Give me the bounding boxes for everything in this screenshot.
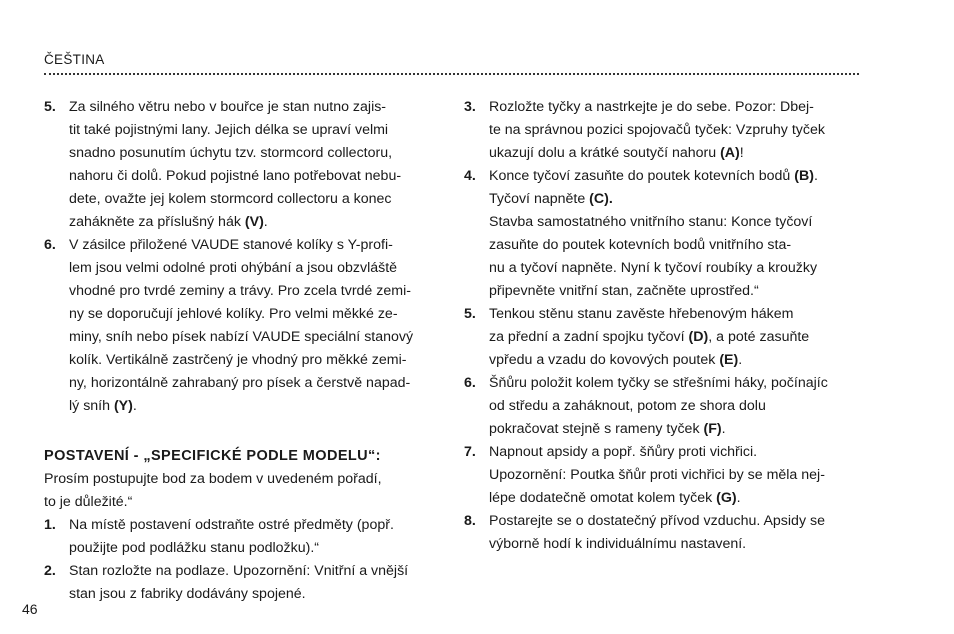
list-item [44,514,444,560]
item-number: 5. [464,306,476,322]
figure-reference: (E) [719,352,739,368]
item-number: 5. [44,99,56,115]
list-item [464,372,864,441]
item-text-line: kolík. Vertikálně zastrčený je vhodný pro měkké zemi- [69,352,407,368]
figure-reference: (C). [589,191,613,207]
intro-text-line: to je důležité.“ [44,494,133,510]
right-column [464,96,864,556]
figure-reference: (Y) [113,398,133,414]
item-text-line: Stan rozložte na podlaze. Upozornění: Vnitřní a vnější [69,563,409,579]
item-text-line: Tenkou stěnu stanu zavěste hřebenovým hákem [489,306,794,322]
item-text-line: Za silného větru nebo v bouřce je stan nutno zajis- [69,99,387,115]
list-item [464,165,864,303]
figure-reference: (V) [244,214,264,230]
figure-reference: (G) [716,490,737,506]
item-text-line: lépe dodatečně omotat kolem tyček (G). [489,490,741,506]
item-number: 4. [464,168,476,184]
item-text-line: od středu a zaháknout, potom ze shora dolu [489,398,766,414]
figure-reference: (F) [703,421,722,437]
list-item [464,510,864,556]
page-number: 46 [22,601,38,617]
list-item [464,441,864,510]
item-text-line: stan jsou z fabriky dodávány spojené. [69,586,306,602]
item-text-line: výborně hodí k individuálnímu nastavení. [489,536,747,552]
item-text-line: Tyčoví napněte (C). [489,191,613,207]
list-item [464,303,864,372]
item-text-line: lem jsou velmi odolné proti ohýbání a jsou obzvláště [69,260,398,276]
language-label: ČEŠTINA [44,52,105,67]
item-text-line: ny, horizontálně zahrabaný pro písek a čerstvě napad- [69,375,411,391]
item-number: 1. [44,517,56,533]
item-text-line: V zásilce přiložené VAUDE stanové kolíky s Y-profi- [69,237,393,253]
section-heading: POSTAVENÍ - „SPECIFICKÉ PODLE MODELU“: [44,448,381,464]
item-number: 6. [44,237,56,253]
item-number: 7. [464,444,476,460]
item-text-line: pokračovat stejně s rameny tyček (F). [489,421,726,437]
list-item [44,96,444,234]
item-text-line: zahákněte za příslušný hák (V). [69,214,268,230]
item-text-line: nu a tyčoví napněte. Nyní k tyčoví roubíky a kroužky [489,260,818,276]
dotted-divider [44,73,859,75]
item-text-line: te na správnou pozici spojovačů tyček: Vzpruhy tyček [489,122,825,138]
item-text-line: lý sníh (Y). [69,398,137,414]
item-text-line: dete, ovažte jej kolem stormcord collectoru a konec [69,191,392,207]
item-text-line: zasuňte do poutek kotevních bodů vnitřního sta- [489,237,792,253]
item-number: 2. [44,563,56,579]
figure-reference: (D) [688,329,709,345]
item-text-line: vpředu a vzadu do kovových poutek (E). [489,352,743,368]
item-text-line: snadno posunutím úchytu tzv. stormcord collectoru, [69,145,393,161]
item-text-line: tit také pojistnými lany. Jejich délka se upraví velmi [69,122,389,138]
list-item [44,234,444,418]
item-text-line: za přední a zadní spojku tyčoví (D), a poté zasuňte [489,329,810,345]
item-number: 3. [464,99,476,115]
item-text-line: Na místě postavení odstraňte ostré předměty (popř. [69,517,394,533]
list-item [44,560,444,606]
figure-reference: (B) [794,168,814,184]
item-number: 6. [464,375,476,391]
item-text-line: Rozložte tyčky a nastrkejte je do sebe. Pozor: Dbej- [489,99,814,115]
item-text-line: Stavba samostatného vnitřního stanu: Konce tyčoví [489,214,813,230]
item-text-line: ny se doporučují jehlové kolíky. Pro velmi měkké ze- [69,306,398,322]
item-text-line: ukazují dolu a krátké soutyčí nahoru (A)! [489,145,744,161]
intro-text-line: Prosím postupujte bod za bodem v uvedeném pořadí, [44,471,382,487]
item-text-line: Postarejte se o dostatečný přívod vzduchu. Apsidy se [489,513,825,529]
item-text-line: Šňůru položit kolem tyčky se střešními háky, počínajíc [489,375,828,391]
item-text-line: použijte pod podlážku stanu podložku).“ [69,540,320,556]
left-column [44,96,444,606]
item-text-line: připevněte vnitřní stan, začněte uprostřed.“ [489,283,759,299]
figure-reference: (A) [720,145,740,161]
item-text-line: Napnout apsidy a popř. šňůry proti vichřici. [489,444,758,460]
item-number: 8. [464,513,476,529]
item-text-line: vhodné pro tvrdé zeminy a trávy. Pro zcela tvrdé zemi- [69,283,411,299]
item-text-line: Konce tyčoví zasuňte do poutek kotevních bodů (B). [489,168,818,184]
item-text-line: Upozornění: Poutka šňůr proti vichřici by se měla nej- [489,467,825,483]
list-item [464,96,864,165]
item-text-line: miny, sníh nebo písek nabízí VAUDE speciální stanový [69,329,414,345]
item-text-line: nahoru či dolů. Pokud pojistné lano potřebovat nebu- [69,168,402,184]
